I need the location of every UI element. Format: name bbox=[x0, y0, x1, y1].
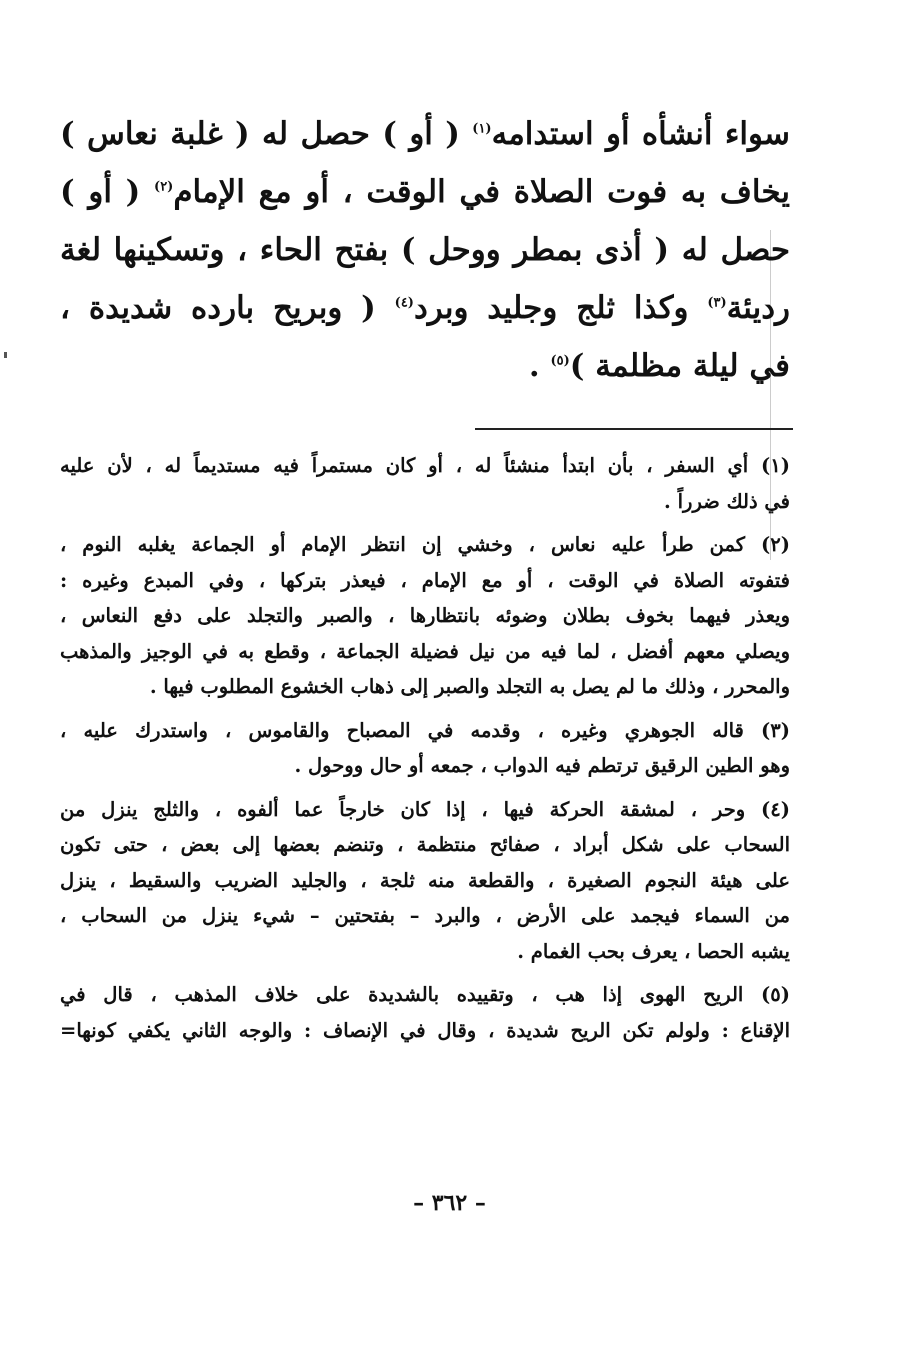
footnote-3-line-1: (٣) قاله الجوهري وغيره ، وقدمه في المصباح والقاموس ، واستدرك عليه ، bbox=[60, 718, 790, 742]
footnote-4-line-3: على هيئة النجوم الصغيرة ، والقطعة منه ثلجة ، والجليد الضريب والسقيط ، ينزل bbox=[60, 868, 790, 892]
ref-4: (٤) bbox=[394, 295, 414, 311]
footnote-separator bbox=[475, 428, 793, 430]
main-line-4-text: رديئة bbox=[726, 290, 791, 326]
footnote-4-line-5: يشبه الحصا ، يعرف بحب الغمام . bbox=[517, 939, 790, 963]
footnote-4 bbox=[60, 792, 790, 970]
main-line-2-text: يخاف به فوت الصلاة في الوقت ، أو مع الإمام bbox=[173, 174, 790, 210]
main-line-5-end: . bbox=[528, 348, 540, 384]
footnote-1 bbox=[60, 448, 790, 519]
main-line-5-text: في ليلة مظلمة ) bbox=[569, 348, 790, 384]
main-line-5 bbox=[60, 337, 790, 395]
main-line-4 bbox=[60, 279, 790, 337]
margin-mark bbox=[4, 352, 7, 358]
footnote-1-line-2: في ذلك ضرراً . bbox=[664, 489, 790, 513]
page-number: – ٣٦٢ – bbox=[413, 1190, 486, 1216]
main-line-3 bbox=[60, 221, 790, 279]
footnote-2 bbox=[60, 527, 790, 705]
main-line-2 bbox=[60, 163, 790, 221]
footnote-2-line-1: (٢) كمن طرأ عليه نعاس ، وخشي إن انتظر الإمام أو الجماعة يغلبه النوم ، bbox=[60, 533, 790, 556]
footnote-4-line-2: السحاب على شكل أبراد ، صفائح منتظمة ، وتنضم بعضها إلى بعض ، حتى تكون bbox=[60, 833, 790, 856]
footnote-5 bbox=[60, 977, 790, 1048]
footnote-2-line-3: ويعذر فيهما بخوف بطلان وضوئه بانتظارها ، والصبر والتجلد على دفع النعاس ، bbox=[60, 604, 790, 627]
footnote-3 bbox=[60, 713, 790, 784]
footnote-2-line-2: فتفوته الصلاة في الوقت ، أو مع الإمام ، فيعذر بتركها ، وفي المبدع وغيره : bbox=[60, 568, 790, 592]
footnotes bbox=[60, 448, 790, 1056]
footnote-3-line-2: وهو الطين الرقيق ترتطم فيه الدواب ، جمعه أو حال ووحول . bbox=[294, 754, 790, 777]
footnote-5-line-1: (٥) الريح الهوى إذا هب ، وتقييده بالشديدة على خلاف المذهب ، قال في bbox=[60, 983, 790, 1006]
main-line-1 bbox=[60, 105, 790, 163]
main-line-3-text: حصل له ( أذى بمطر ووحل ) بفتح الحاء ، وتسكينها لغة bbox=[60, 232, 790, 268]
footnote-4-line-1: (٤) وحر ، لمشقة الحركة فيها ، إذا كان خارجاً عما ألفوه ، والثلج ينزل من bbox=[60, 797, 790, 821]
footnote-1-line-1: (١) أي السفر ، بأن ابتدأ منشئاً له ، أو كان مستمراً فيه مستديماً له ، لأن عليه bbox=[60, 454, 790, 477]
footnote-4-line-4: من السماء فيجمد على الأرض ، والبرد – بفتحتين – شيء ينزل من السحاب ، bbox=[60, 904, 790, 927]
main-line-4-rest: ( وبريح بارده شديدة ، bbox=[60, 290, 376, 326]
main-line-2-rest: ( أو ) bbox=[60, 174, 141, 210]
main-line-4-mid: وكذا ثلج وجليد وبرد bbox=[413, 290, 689, 326]
footnote-5-line-2: الإقناع : ولولم تكن الريح شديدة ، وقال في الإنصاف : والوجه الثاني يكفي كونها= bbox=[60, 1018, 790, 1042]
ref-3: (٣) bbox=[707, 295, 727, 311]
main-text bbox=[60, 105, 790, 395]
main-line-1-text: سواء أنشأه أو استدامه bbox=[491, 116, 791, 152]
ref-1: (١) bbox=[472, 121, 492, 137]
main-line-1-rest: ( أو ) حصل له ( غلبة نعاس ) bbox=[60, 116, 460, 152]
footnote-2-line-5: والمحرر ، وذلك ما لم يصل به التجلد والصبر إلى ذهاب الخشوع المطلوب فيها . bbox=[149, 675, 790, 698]
ref-2: (٢) bbox=[154, 179, 174, 195]
ref-5: (٥) bbox=[550, 353, 570, 369]
footnote-2-line-4: ويصلي معهم أفضل ، لما فيه من نيل فضيلة الجماعة ، وقطع به في الوجيز والمذهب bbox=[60, 639, 790, 663]
